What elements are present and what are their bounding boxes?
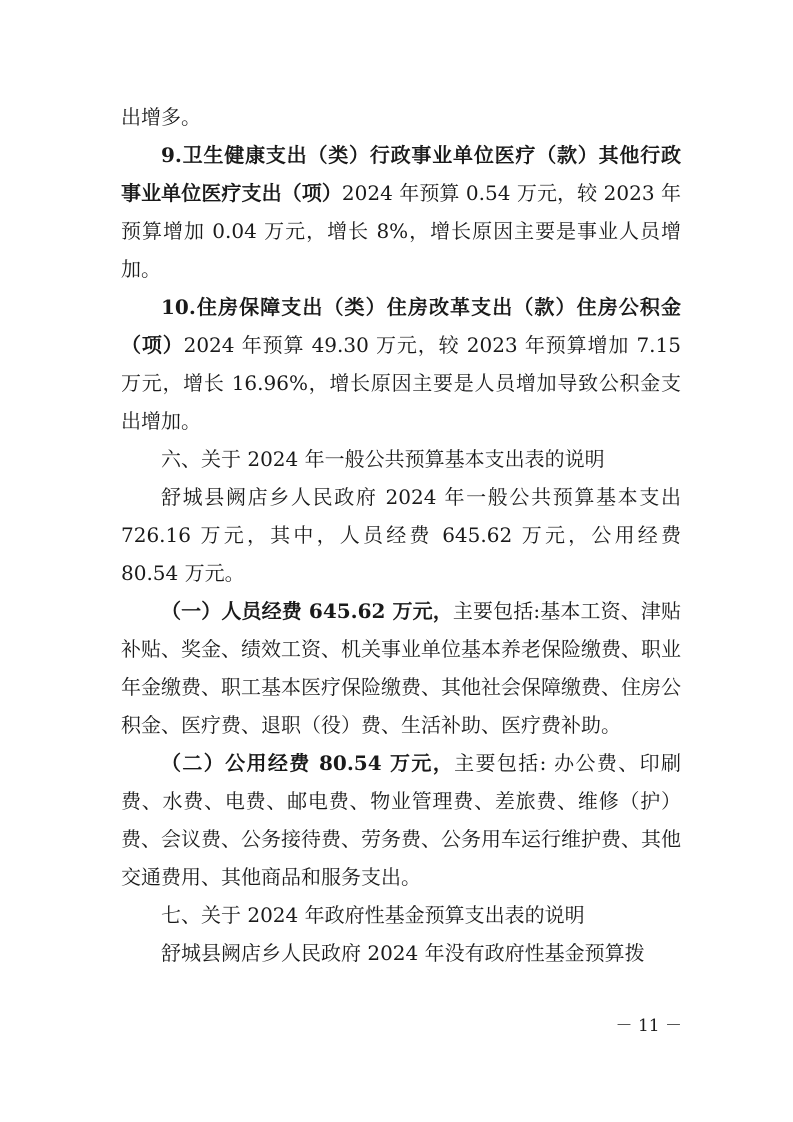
paragraph-text: 主要包括:基本工资、津贴补贴、奖金、绩效工资、机关事业单位基本养老保险缴费、职业年金缴费、职工基本医疗保险缴费、其他社会保障缴费、住房公积金、医疗费、退职（役）费、生活补助、医疗费补助。 — [121, 599, 681, 737]
paragraph-text: 出增多。 — [121, 105, 201, 129]
paragraph-lead: （一）人员经费 645.62 万元， — [161, 599, 453, 623]
paragraph-personnel-expenses — [121, 592, 681, 744]
paragraph-lead: 10.住房保障支出（类）住房改革支出（款）住房公积金（项） — [121, 295, 681, 357]
paragraph-text: 舒城县阙店乡人民政府 2024 年一般公共预算基本支出 726.16 万元，其中，人员经费 645.62 万元，公用经费 80.54 万元。 — [121, 485, 681, 585]
section-heading-6: 六、关于 2024 年一般公共预算基本支出表的说明 — [161, 447, 605, 471]
paragraph-health-expenditure — [121, 136, 681, 288]
paragraph-government-fund — [121, 934, 681, 972]
paragraph-text: 2024 年预算 0.54 万元，较 2023 年预算增加 0.04 万元，增长 8%，增长原因主要是事业人员增加。 — [121, 181, 681, 281]
paragraph-text: 舒城县阙店乡人民政府 2024 年没有政府性基金预算拨 — [161, 941, 645, 965]
paragraph-public-expenses — [121, 744, 681, 896]
paragraph-text: 2024 年预算 49.30 万元，较 2023 年预算增加 7.15 万元，增长 16.96%，增长原因主要是人员增加导致公积金支出增加。 — [121, 333, 681, 433]
paragraph-housing-expenditure — [121, 288, 681, 440]
paragraph-continuation — [121, 98, 681, 136]
document-body — [121, 98, 681, 972]
page-number: － 11 － — [615, 1016, 682, 1036]
paragraph-text: 主要包括: 办公费、印刷费、水费、电费、邮电费、物业管理费、差旅费、维修（护）费、会议费、公务接待费、劳务费、公务用车运行维护费、其他交通费用、其他商品和服务支出。 — [121, 751, 681, 889]
paragraph-lead: 9.卫生健康支出（类）行政事业单位医疗（款）其他行政事业单位医疗支出（项） — [121, 143, 681, 205]
section-heading-7: 七、关于 2024 年政府性基金预算支出表的说明 — [161, 903, 585, 927]
paragraph-basic-expenditure-summary — [121, 478, 681, 592]
paragraph-lead: （二）公用经费 80.54 万元， — [161, 751, 455, 775]
